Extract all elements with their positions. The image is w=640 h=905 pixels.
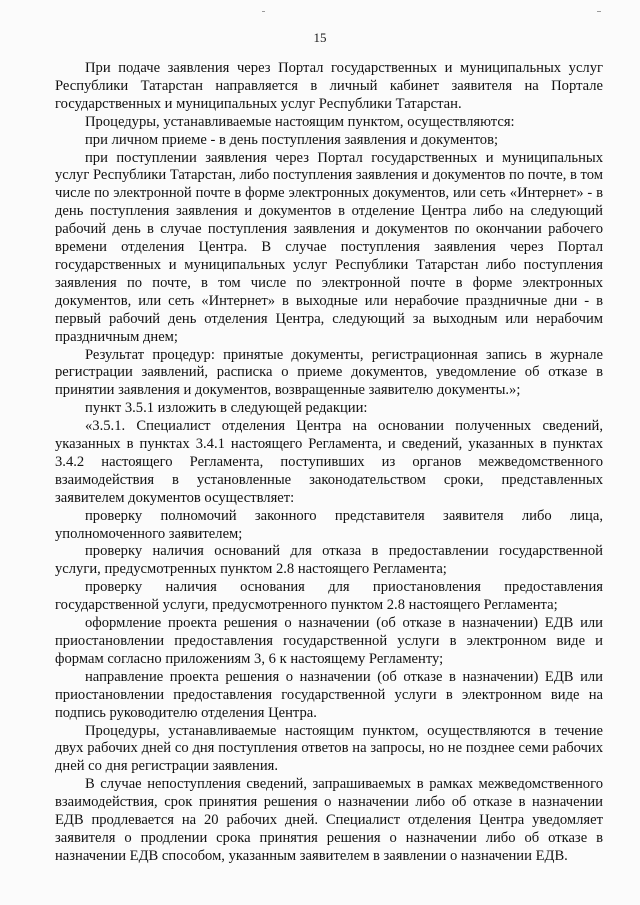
page-number: 15 xyxy=(313,30,327,45)
scan-speck xyxy=(262,11,265,12)
paragraph: направление проекта решения о назначении (об отказе в назначении) ЕДВ или приостановлении предоставления государственной услуги в электронном виде на подпись руководителю отделения Центра. xyxy=(55,668,603,721)
paragraph: пункт 3.5.1 изложить в следующей редакции: xyxy=(85,400,368,417)
paragraph: «3.5.1. Специалист отделения Центра на основании полученных сведений, указанных в пунктах 3.4.1 настоящего Регламента, и сведений, указанных в пунктах 3.4.2 настоящего Регламента, поступивших из органов межведомственного взаимодействия в установленные законодательством сроки, представленных заявителем документов осуществляет: xyxy=(55,418,603,506)
paragraph: Результат процедур: принятые документы, регистрационная запись в журнале регистрации заявлений, расписка о приеме документов, уведомление об отказе в принятии заявления и документов, возвращенные заявителю документы.»; xyxy=(55,346,603,399)
paragraph: В случае непоступления сведений, запрашиваемых в рамках межведомственного взаимодействия, срок принятия решения о назначении либо об отказе в назначении ЕДВ продлевается на 20 рабочих дней. Специалист отделения Центра уведомляет заявителя о продлении срока принятия решения о назначении либо об отказе в назначении ЕДВ способом, указанным заявителем в заявлении о назначении ЕДВ. xyxy=(55,776,603,864)
paragraph: оформление проекта решения о назначении (об отказе в назначении) ЕДВ или приостановлении предоставления государственной услуги в электронном виде и формам согласно приложениям 3, 6 к настоящему Регламенту; xyxy=(55,615,603,667)
paragraph: проверку наличия основания для приостановления предоставления государственной услуги, предусмотренного пунктом 2.8 настоящего Регламента; xyxy=(55,579,603,614)
paragraph: проверку наличия оснований для отказа в предоставлении государственной услуги, предусмотренных пунктом 2.8 настоящего Регламента; xyxy=(55,543,603,578)
paragraph: Процедуры, устанавливаемые настоящим пунктом, осуществляются: xyxy=(85,113,515,130)
paragraph: при поступлении заявления через Портал государственных и муниципальных услуг Республики Татарстан, либо поступления заявления и документов по почте, в том числе по электронной почте в форме электронных документов, или сеть «Интернет» - в день поступления заявления и документов в отделение Центра либо на следующий рабочий день в случае поступления заявления и документов по окончании рабочего времени отделения Центра. В случае поступления заявления через Портал государственных и муниципальных услуг Республики Татарстан либо поступления заявления по почте, в том числе по электронной почте в форме электронных документов, или сеть «Интернет» в выходные или нерабочие праздничные дни - в первый рабочий день отделения Центра, следующий за выходным или нерабочим праздничным днем; xyxy=(55,149,603,345)
paragraph: при личном приеме - в день поступления заявления и документов; xyxy=(85,131,499,148)
paragraph: Процедуры, устанавливаемые настоящим пунктом, осуществляются в течение двух рабочих дней со дня поступления ответов на запросы, но не позднее семи рабочих дней со дня регистрации заявления. xyxy=(55,722,603,775)
scan-speck xyxy=(597,11,601,12)
paragraph: проверку полномочий законного представителя заявителя либо лица, уполномоченного заявителем; xyxy=(55,507,603,542)
document-body xyxy=(55,60,603,866)
paragraph: При подаче заявления через Портал государственных и муниципальных услуг Республики Татарстан направляется в личный кабинет заявителя на Портале государственных и муниципальных услуг Республики Татарстан. xyxy=(55,60,603,112)
